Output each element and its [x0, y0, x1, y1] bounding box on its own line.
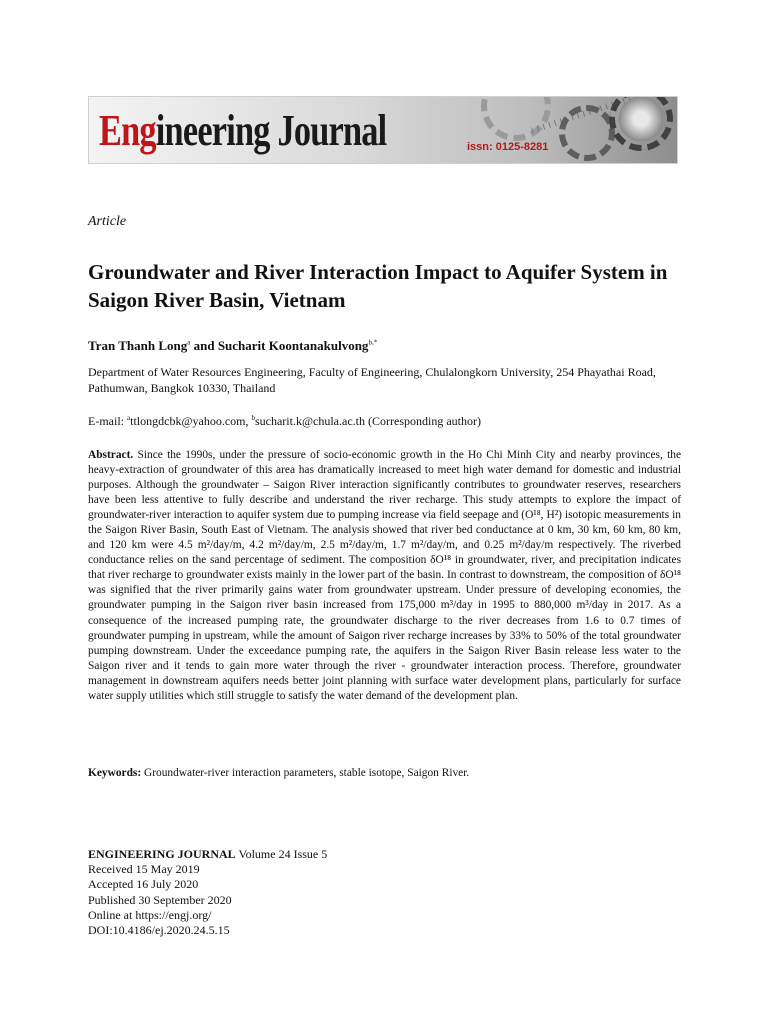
doi-link[interactable]: DOI:10.4186/ej.2020.24.5.15 — [88, 923, 230, 938]
abstract — [88, 448, 681, 704]
email-prefix: E-mail: — [88, 414, 127, 428]
journal-volume-line — [88, 847, 488, 862]
keywords-label: Keywords: — [88, 767, 142, 779]
paper-title: Groundwater and River Interaction Impact to Aquifer System in Saigon River Basin, Vietnam — [88, 260, 668, 312]
keywords — [88, 766, 681, 781]
journal-issn: issn: 0125-8281 — [467, 141, 549, 153]
author-conjunction: and — [190, 338, 218, 353]
email-link[interactable]: ttlongdcbk@yahoo.com, — [130, 414, 252, 428]
keywords-text: Groundwater-river interaction parameters, stable isotope, Saigon River. — [141, 767, 470, 779]
online-link[interactable]: Online at https://engj.org/ — [88, 907, 212, 922]
author-list — [88, 338, 377, 354]
received-date: Received 15 May 2019 — [88, 862, 200, 877]
journal-logo-title: Engineering Journal — [99, 106, 387, 155]
contact-emails — [88, 410, 688, 429]
accepted-date: Accepted 16 July 2020 — [88, 877, 199, 892]
volume-issue: Volume 24 Issue 5 — [235, 847, 328, 861]
gear-icon — [559, 105, 615, 161]
journal-name: ENGINEERING JOURNAL — [88, 847, 236, 861]
author-name: Tran Thanh Long — [88, 338, 188, 353]
published-date: Published 30 September 2020 — [88, 892, 232, 907]
author-affiliation-mark: b,* — [368, 338, 378, 347]
publication-info — [88, 847, 488, 938]
author-affiliation-mark: a — [187, 338, 191, 347]
email-mark: a — [127, 414, 131, 422]
author-name: Sucharit Koontanakulvong — [217, 338, 369, 353]
email-link[interactable]: sucharit.k@chula.ac.th (Corresponding author) — [254, 414, 481, 428]
email-mark: b — [251, 414, 255, 422]
affiliation: Department of Water Resources Engineering, Faculty of Engineering, Chulalongkorn University, 254 Phayathai Road, Pathumwan, Bangkok 10330, Thailand — [88, 365, 656, 395]
abstract-text: Since the 1990s, under the pressure of socio-economic growth in the Ho Chi Minh City and nearby provinces, the heavy-extraction of groundwater of this area has dramatically increased to meet high water demand for domestic and industrial purposes. Although the groundwater – Saigon River interaction significantly contributes to groundwater reserves, researchers have been less attentive to fully describe and understand the river recharge. This study attempts to explore the impact of groundwater-river interaction to aquifer system due to pumping increase via field seepage and (O¹⁸, H²) isotopic measurements in the Saigon River Basin, South East of Vietnam. The analysis showed that river bed conductance at 0 km, 30 km, 60 km, 80 km, and 120 km were 4.5 m²/day/m, 4.2 m²/day/m, 2.5 m²/day/m, 1.7 m²/day/m, and 0.25 m²/day/m respectively. The riverbed conductance relies on the sand percentage of sediment. The composition δO¹⁸ in groundwater, river, and precipitation indicates that river recharge to groundwater exists mainly in the lower part of the basin. In contrast to downstream, the composition of δO¹⁸ was signified that the river primarily gains water from groundwater upstream. Under pressure of developing economies, the groundwater pumping in the Saigon river basin increased from 175,000 m³/day in 1995 to 880,000 m³/day in 2017. As a consequence of the increased pumping rate, the groundwater discharge to the river decreases from 1.6 to 0.7 times of groundwater pumping in upstream, while the amount of Saigon river recharge increases by 33% to 50% of the total groundwater pumping downstream. Under the exceedance pumping rate, the aquifers in the Saigon River Basin release less water to the Saigon river and it tends to gain more water through the river - groundwater interaction process. Therefore, groundwater management in downstream aquifers needs better joint planning with surface water development plans, particularly for surface water supply utilities which still struggle to satisfy the water demand of the development plan. — [88, 449, 681, 702]
gear-icon — [481, 96, 551, 141]
abstract-label: Abstract. — [88, 449, 134, 461]
article-type-label: Article — [88, 214, 127, 229]
journal-banner — [88, 96, 678, 164]
bearing-icon — [609, 96, 673, 151]
